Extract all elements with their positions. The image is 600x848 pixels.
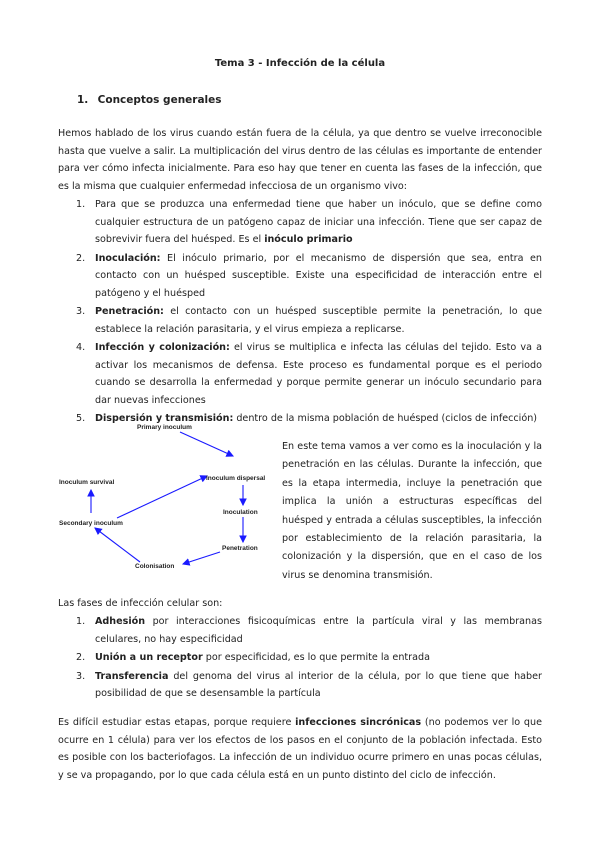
side-paragraph: En este tema vamos a ver como es la inoculación y la penetración en las células. Durante la infección, que es la etapa intermedia, incluye la penetración que implica la unión a estructuras específicas del huésped y entrada a células susceptibles, la infección por establecimiento de la relación parasitaria, la colonización y la dispersión, que en el caso de los virus se denomina transmisión. — [282, 441, 542, 581]
list-number: 1. — [76, 199, 86, 210]
arrow-primary-to-dispersal — [180, 432, 233, 456]
list-text: el virus se multiplica e infecta las células del tejido. Esto va a activar los mecanismos de defensa. Este proceso es fundamental porque es el periodo cuando se desarrolla la enfermedad y porque permite generar un inóculo secundario para dar nuevas infecciones — [95, 342, 542, 406]
list-number: 5. — [76, 413, 86, 424]
section-heading — [77, 94, 222, 106]
infection-cycle-diagram — [55, 410, 285, 580]
infection-phases-list — [58, 196, 542, 429]
label-secondary-inoculum: Secondary inoculum — [59, 520, 123, 527]
closing-paragraph — [58, 714, 542, 784]
list-bold: Infección y colonización: — [95, 342, 230, 353]
list-bold: Penetración: — [95, 306, 164, 317]
arrow-colonisation-to-secondary — [95, 528, 140, 562]
label-inoculum-survival: Inoculum survival — [59, 479, 115, 486]
list-text: Para que se produzca una enfermedad tiene que haber un inóculo, que se define como cualquier estructura de un patógeno capaz de iniciar una infección. Tiene que ser capaz de sobrevivir fuera del huésped. Es el — [95, 199, 542, 245]
list-number: 3. — [76, 306, 86, 317]
section-number: 1. — [77, 94, 89, 106]
section-label: Conceptos generales — [97, 94, 222, 106]
label-colonisation: Colonisation — [135, 563, 175, 570]
list-number: 4. — [76, 342, 86, 353]
list-bold: Adhesión — [95, 616, 146, 627]
arrow-secondary-to-dispersal — [117, 476, 207, 518]
list-number: 3. — [76, 670, 86, 682]
arrow-penetration-to-colonisation — [183, 552, 220, 564]
list-item — [58, 668, 542, 703]
list-item — [58, 250, 542, 303]
list-number: 1. — [76, 616, 86, 627]
closing-bold: infecciones sincrónicas — [295, 717, 422, 728]
list-text: del genoma del virus al interior de la célula, por lo que tiene que haber posibilidad de que se desensamble la partícula — [95, 670, 542, 699]
closing-text-after: (no podemos ver lo que ocurre en 1 célula) para ver los efectos de los pasos en el conjunto de la población infectada. Esto es posible con los bacteriofagos. La infección de un individuo ocurre primero en unas pocas células, y se va propagando, por lo que cada célula está en un punto distinto del ciclo de infección. — [58, 717, 542, 781]
label-penetration: Penetration — [222, 545, 258, 552]
cell-phases-list — [58, 613, 542, 704]
intro-paragraph: Hemos hablado de los virus cuando están fuera de la célula, ya que dentro se vuelve irreconocible hasta que vuelve a salir. La multiplicación del virus dentro de las células es importante de entender para ver cómo infecta inicialmente. Para eso hay que tener en cuenta las fases de la infección, que es la misma que cualquier enfermedad infecciosa de un organismo vivo: — [58, 128, 542, 192]
list-item — [58, 613, 542, 648]
list-text: por interacciones fisicoquímicas entre la partícula viral y las membranas celulares, no hay especificidad — [95, 616, 542, 645]
list-bold-tail: inóculo primario — [264, 234, 353, 245]
closing-text-before: Es difícil estudiar estas etapas, porque requiere — [58, 717, 296, 728]
list-item — [58, 303, 542, 338]
list-text: por especificidad, es lo que permite la entrada — [202, 652, 430, 663]
list-number: 2. — [76, 652, 86, 663]
list-bold: Unión a un receptor — [95, 652, 203, 663]
list-item — [58, 339, 542, 409]
list-text: dentro de la misma población de huésped (ciclos de infección) — [233, 413, 538, 424]
label-inoculation: Inoculation — [223, 509, 258, 516]
list-bold: Transferencia — [95, 670, 169, 682]
page-title: Tema 3 - Infección de la célula — [214, 58, 386, 69]
label-inoculum-dispersal: Inoculum dispersal — [206, 475, 266, 482]
cell-phases-intro: Las fases de infección celular son: — [58, 598, 223, 609]
list-item — [58, 649, 542, 667]
list-bold: Inoculación: — [95, 252, 161, 264]
list-item — [58, 196, 542, 249]
list-number: 2. — [76, 252, 86, 264]
list-bold: Dispersión y transmisión: — [95, 413, 234, 424]
list-text: el contacto con un huésped susceptible permite la penetración, lo que establece la relación parasitaria, y el virus empieza a replicarse. — [95, 306, 542, 335]
label-primary-inoculum: Primary inoculum — [137, 424, 192, 431]
list-text: El inóculo primario, por el mecanismo de dispersión que sea, entra en contacto con un huésped susceptible. Existe una especificidad de interacción entre el patógeno y el huésped — [95, 252, 542, 299]
